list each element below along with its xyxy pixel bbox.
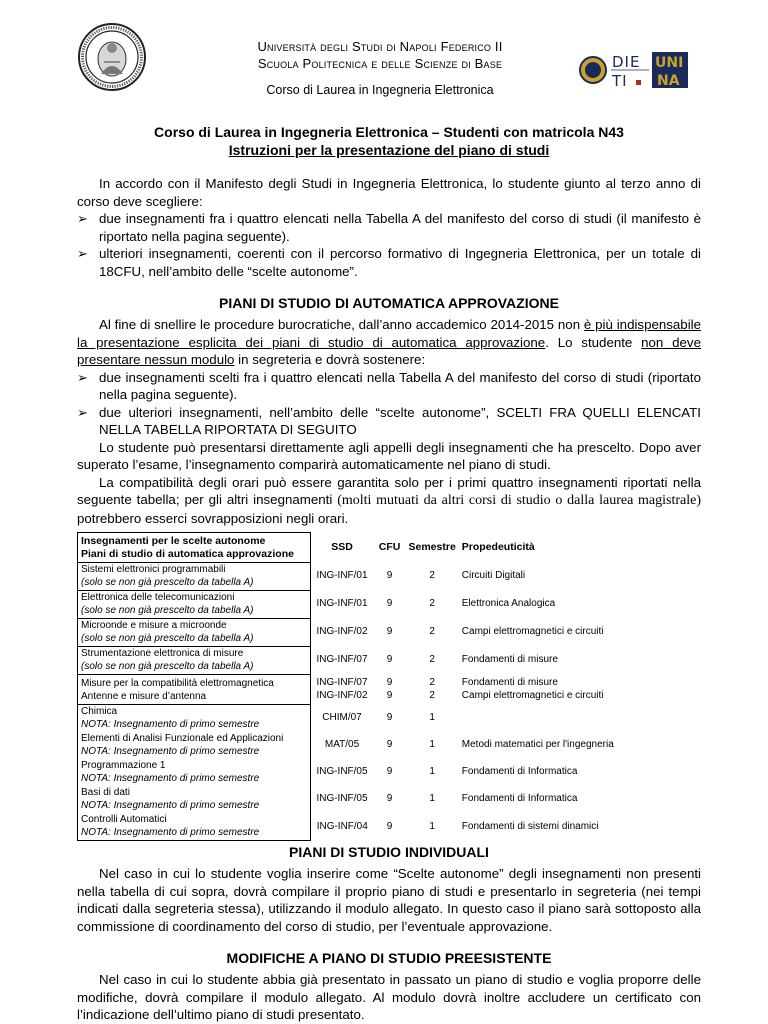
table-header-semestre: Semestre	[408, 541, 456, 554]
table-row: Sistemi elettronici programmabili (solo se non già prescelto da tabella A) ING-INF/01 9 2 Circuiti Digitali	[78, 563, 655, 591]
table-row: Microonde e misure a microonde (solo se non già prescelto da tabella A) ING-INF/02 9 2 Campi elettromagnetici e circuiti	[78, 619, 655, 647]
table-header-cfu: CFU	[378, 541, 401, 554]
header-text	[180, 38, 580, 97]
table-header-prop: Propedeuticità	[461, 541, 535, 554]
dieti-logo-icon	[579, 50, 689, 90]
arrowhead-bullet-icon: ➢	[77, 404, 88, 420]
list-item: ➢ ulteriori insegnamenti, coerenti con il percorso formativo di Ingegneria Elettronica, per un totale di 18CFU, nell’ambito delle “scelte autonome”.	[77, 246, 701, 279]
list-item: ➢ due insegnamenti fra i quattro elencati nella Tabella A del manifesto del corso di studi (il manifesto è riportato nella pagina seguente).	[77, 211, 701, 244]
university-name: Università degli Studi di Napoli Federico II	[257, 39, 503, 54]
section-heading-automatic: PIANI DI STUDIO DI AUTOMATICA APPROVAZIONE	[219, 295, 559, 311]
intro-paragraph: In accordo con il Manifesto degli Studi in Ingegneria Elettronica, lo studente giunto al terzo anno di corso deve scegliere:	[77, 176, 701, 209]
svg-text:DIE: DIE	[612, 53, 641, 71]
section3-paragraph: Nel caso in cui lo studente abbia già presentato in passato un piano di studio e voglia proporre delle modifiche, dovrà compilare il modulo allegato. Al modulo dovrà inoltre accludere un certificato con l’indicazione dell’ultimo piano di studi presentato.	[77, 972, 701, 1022]
table-row: Elettronica delle telecomunicazioni (solo se non già prescelto da tabella A) ING-INF/01 9 2 Elettronica Analogica	[78, 591, 655, 619]
table-row: Programmazione 1 NOTA: Insegnamento di primo semestre ING-INF/05 9 1 Fondamenti di Informatica	[78, 759, 655, 786]
svg-text:UNI: UNI	[655, 55, 684, 71]
table-row: Strumentazione elettronica di misure (solo se non già prescelto da tabella A) ING-INF/07 9 2 Fondamenti di misure	[78, 647, 655, 675]
courses-table	[77, 532, 655, 841]
main-content	[77, 123, 701, 1024]
table-row: Basi di dati NOTA: Insegnamento di primo semestre ING-INF/05 9 1 Fondamenti di Informatica	[78, 786, 655, 813]
list-item: ➢ due ulteriori insegnamenti, nell’ambito delle “scelte autonome”, SCELTI FRA QUELLI ELENCATI NELLA TABELLA RIPORTATA DI SEGUITO	[77, 404, 701, 437]
arrowhead-bullet-icon: ➢	[77, 369, 88, 385]
school-name: Scuola Politecnica e delle Scienze di Base	[257, 56, 503, 71]
section-heading-modifiche: MODIFICHE A PIANO DI STUDIO PREESISTENTE	[226, 950, 552, 966]
university-seal-icon	[77, 22, 147, 92]
table-header-ssd: SSD	[331, 541, 353, 554]
section1-paragraph-3: La compatibilità degli orari può essere garantita solo per i primi quattro insegnamenti riportati nella seguente tabella; per gli altri insegnamenti (molti mutuati da altri corsi di studio o dalla laurea magistrale) potrebbero esserci sovrapposizioni negli orari.	[77, 474, 701, 526]
table-row: Controlli Automatici NOTA: Insegnamento di primo semestre ING-INF/04 9 1 Fondamenti di sistemi dinamici	[78, 813, 655, 841]
section2-paragraph: Nel caso in cui lo studente voglia inserire come “Scelte autonome” degli insegnamenti non presenti nella tabella di cui sopra, dovrà compilare il proprio piano di studi e presentarlo in segreteria (nei tempi indicati dalla segreteria stessa), utilizzando il modulo allegato. In questo caso il piano sarà sottoposto alla commissione di coordinamento del corso di studio, per l’eventuale approvazione.	[77, 866, 701, 934]
table-header-name: Insegnamenti per le scelte autonome Piani di studio di automatica approvazione	[78, 533, 311, 563]
table-row: Elementi di Analisi Funzionale ed Applicazioni NOTA: Insegnamento di primo semestre MAT/05 9 1 Metodi matematici per l'ingegneria	[78, 732, 655, 759]
intro-list	[77, 210, 701, 280]
section1-paragraph: Al fine di snellire le procedure burocratiche, dall’anno accademico 2014-2015 non è più indispensabile la presentazione esplicita dei piani di studio di automatica approvazione. Lo studente non deve presentare nessun modulo in segreteria e dovrà sostenere:	[77, 317, 701, 367]
arrowhead-bullet-icon: ➢	[77, 246, 88, 261]
svg-text:NA: NA	[657, 73, 680, 89]
list-item: ➢ due insegnamenti scelti fra i quattro elencati nella Tabella A del manifesto del corso di studi (riportato nella pagina seguente).	[77, 369, 701, 402]
section-heading-individual: PIANI DI STUDIO INDIVIDUALI	[289, 844, 489, 860]
section1-paragraph-2: Lo studente può presentarsi direttamente agli appelli degli insegnamenti che ha prescelto. Dopo aver superato l’esame, l’insegnamento comparirà automaticamente nel piano di studi.	[77, 439, 701, 472]
svg-text:TI: TI	[612, 72, 628, 90]
table-row: Chimica NOTA: Insegnamento di primo semestre CHIM/07 9 1	[78, 705, 655, 733]
doc-title: Corso di Laurea in Ingegneria Elettronica – Studenti con matricola N43	[154, 124, 624, 140]
arrowhead-bullet-icon: ➢	[77, 211, 88, 226]
table-row: Misure per la compatibilità elettromagnetica Antenne e misure d’antenna ING-INF/07 ING-INF/02 9 9 2 2 Fondamenti di misure Campi elettromagnetici e circuiti	[78, 675, 655, 705]
doc-subtitle: Istruzioni per la presentazione del piano di studi	[228, 142, 550, 158]
course-name: Corso di Laurea in Ingegneria Elettronica	[266, 83, 494, 97]
section1-list	[77, 369, 701, 439]
